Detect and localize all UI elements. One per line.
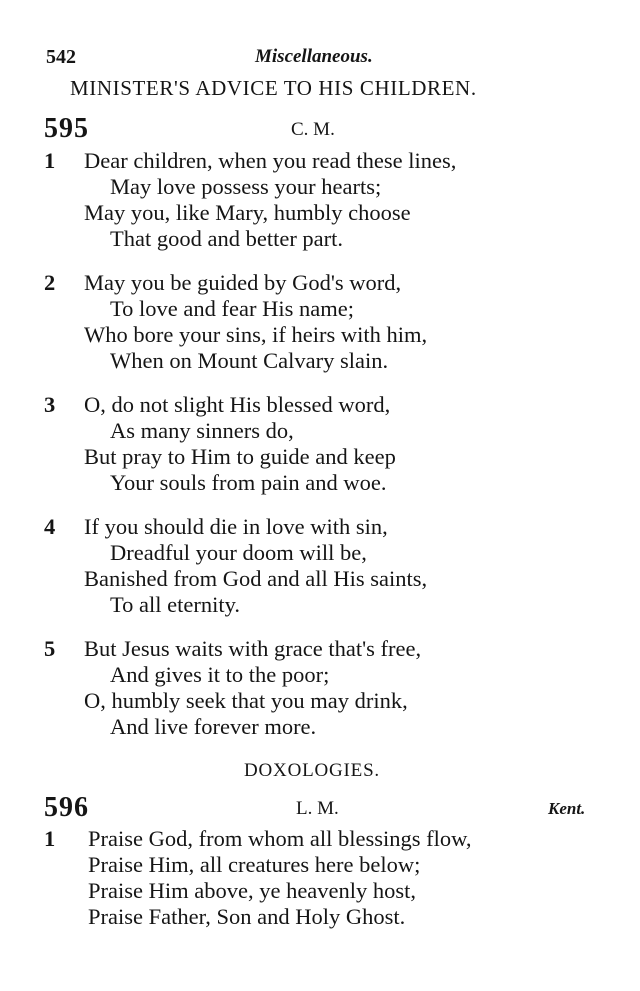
running-head: Miscellaneous. (255, 46, 373, 67)
verse-line: Praise Father, Son and Holy Ghost. (88, 904, 406, 929)
verse-line: Dreadful your doom will be, (110, 540, 367, 565)
hymn-meter-596: L. M. (296, 798, 339, 819)
verse-line: Praise God, from whom all blessings flow, (88, 826, 472, 851)
verse-line: Banished from God and all His saints, (84, 566, 428, 591)
stanza-number: 4 (44, 514, 56, 539)
hymn-number-595: 595 (44, 113, 89, 144)
verse-line: Who bore your sins, if heirs with him, (84, 322, 428, 347)
verse-line: If you should die in love with sin, (84, 514, 388, 539)
stanza-number: 2 (44, 270, 56, 295)
stanza-1 (44, 148, 604, 252)
verse-line: Praise Him, all creatures here below; (88, 852, 421, 877)
stanza-5 (44, 636, 604, 740)
stanza-number: 5 (44, 636, 56, 661)
verse-line: As many sinners do, (110, 418, 294, 443)
verse-line: But pray to Him to guide and keep (84, 444, 396, 469)
page-number: 542 (46, 46, 76, 68)
stanza-number: 1 (44, 148, 56, 173)
stanza-3 (44, 392, 604, 496)
verse-line: To all eternity. (110, 592, 241, 617)
verse-line: Dear children, when you read these lines, (84, 148, 457, 173)
verse-line: May you be guided by God's word, (84, 270, 402, 295)
verse-line: And live forever more. (110, 714, 317, 739)
verse-line: O, humbly seek that you may drink, (84, 688, 408, 713)
verse-line: May you, like Mary, humbly choose (84, 200, 411, 225)
verse-line: That good and better part. (110, 226, 344, 251)
stanza-2 (44, 270, 604, 374)
stanza-number: 3 (44, 392, 56, 417)
hymn-meter-595: C. M. (291, 119, 335, 140)
stanza-number: 1 (44, 826, 56, 851)
verse-line: Praise Him above, ye heavenly host, (88, 878, 417, 903)
tune-name: Kent. (548, 799, 586, 818)
hymn-number-596: 596 (44, 792, 89, 823)
verse-line: Your souls from pain and woe. (110, 470, 387, 495)
verse-line: But Jesus waits with grace that's free, (84, 636, 422, 661)
verse-line: O, do not slight His blessed word, (84, 392, 391, 417)
verse-line: When on Mount Calvary slain. (110, 348, 389, 373)
stanza-4 (44, 514, 604, 618)
verse-line: May love possess your hearts; (110, 174, 382, 199)
verse-line: To love and fear His name; (110, 296, 354, 321)
section-heading: DOXOLOGIES. (244, 760, 380, 781)
verse-line: And gives it to the poor; (110, 662, 330, 687)
stanza-596-1 (44, 826, 604, 930)
hymn-title: MINISTER'S ADVICE TO HIS CHILDREN. (70, 76, 477, 100)
